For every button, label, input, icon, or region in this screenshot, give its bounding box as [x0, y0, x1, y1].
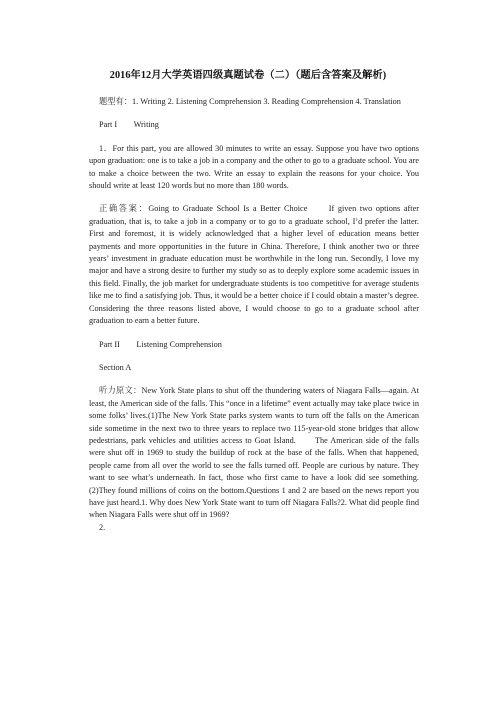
writing-question-1: 1．For this part, you are allowed 30 minutes to write an essay. Suppose you have two options upon graduation: one is to take a job in a company and the other to go to a graduate school. You are to make a choice between the two. Write an essay to explain the reasons for your choice. You should write at least 120 words but no more than 180 words.: [89, 143, 419, 191]
transcript-label: 听力原文：: [99, 386, 142, 396]
section-a-heading: Section A: [99, 362, 132, 372]
part2-heading: Part II Listening Comprehension: [99, 339, 222, 349]
listening-transcript: [89, 385, 419, 521]
answer-text: Going to Graduate School Is a Better Choice If given two options after graduation, that is, to take a job in a company or to go to a graduate school, I’d prefer the latter. First and foremost, it is widely acknowledged that a higher level of education means better payments and more opportunities in the future in China. Therefore, I think another two or three years’ investment in graduate education must be worthwhile in the long run. Secondly, I love my major and have a strong desire to further my study so as to deeply explore some academic issues in this field. Finally, the job market for undergraduate students is too competitive for average students like me to find a satisfying job. Thus, it would be a better choice if I could obtain a master’s degree. Considering the three reasons listed above, I would choose to go to a graduate school after graduation to earn a better future.: [89, 204, 436, 326]
transcript-text: New York State plans to shut off the thundering waters of Niagara Falls—again. At least, the American side of the falls. This “once in a lifetime” event actually may take place twice in some folks’ lives.(1)The New York State parks system wants to turn off the falls on the American side sometime in the next two to three years to replace two 115-year-old stone bridges that allow pedestrians, park vehicles and utilities access to Goat Island. The American side of the falls were shut off in 1969 to study the buildup of rock at the base of the falls. When that happened, people came from all over the world to see the falls turned off. People are curious by nature. They want to see what’s underneath. In fact, those who first came to have a look did see something.(2)They found millions of coins on the bottom.Questions 1 and 2 are based on the news report you have just heard.1. Why does New York State want to turn off Niagara Falls?2. What did people find when Niagara Falls were shut off in 1969?: [89, 386, 420, 520]
question-2-number: 2.: [99, 522, 106, 532]
document-title: 2016年12月大学英语四级真题试卷（二）（题后含答案及解析): [109, 70, 387, 81]
answer-paragraph: [89, 203, 436, 327]
document-body: [89, 96, 436, 534]
question-types-line: 题型有：1. Writing 2. Listening Comprehension 3. Reading Comprehension 4. Translation: [99, 97, 401, 106]
part1-heading: Part I Writing: [99, 120, 159, 130]
answer-label: 正确答案：: [99, 204, 149, 214]
